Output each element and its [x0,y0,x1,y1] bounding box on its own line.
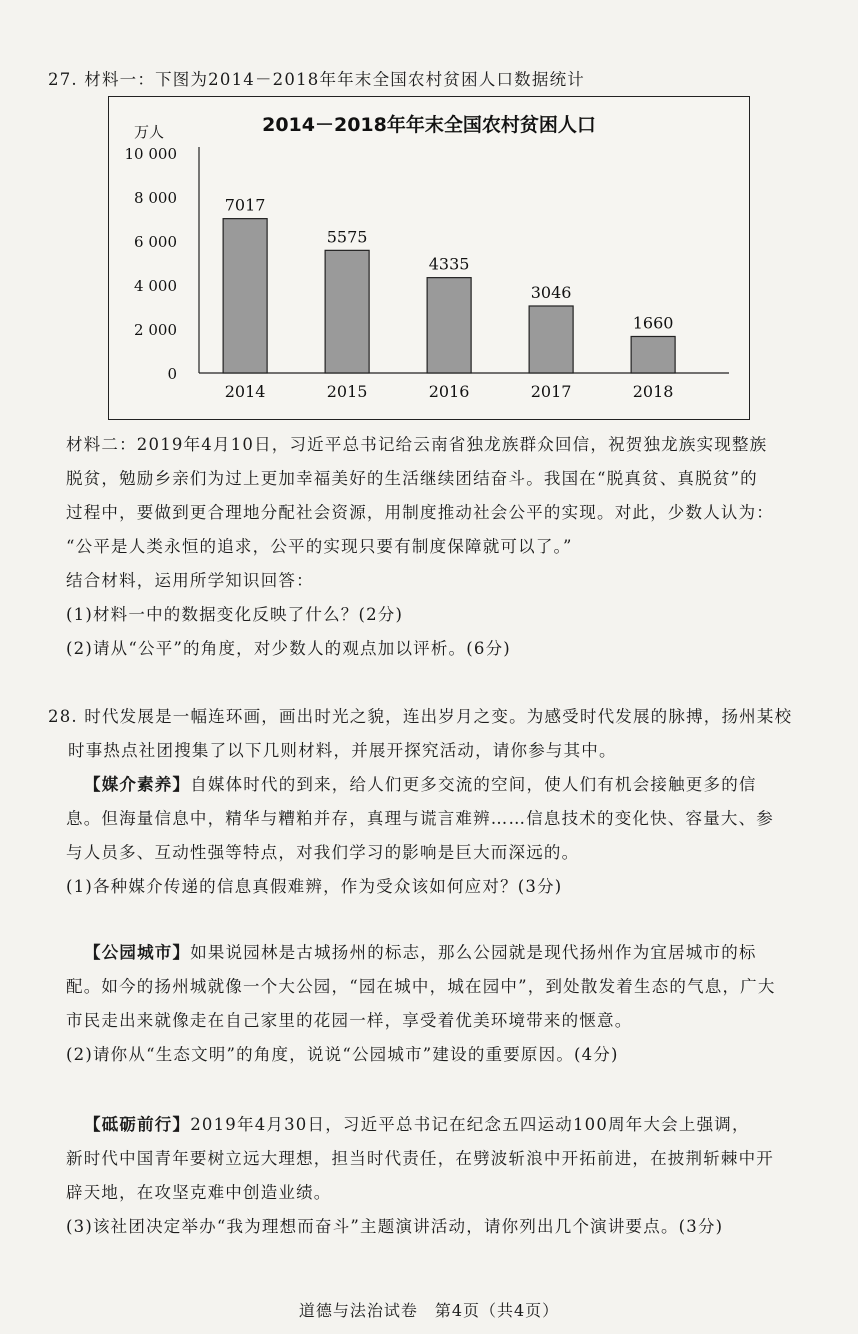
block-line: 自媒体时代的到来，给人们更多交流的空间，使人们有机会接触更多的信 [190,775,757,794]
block-tag: 【砥砺前行】 [84,1115,191,1134]
block-tag: 【媒介素养】 [84,775,191,794]
block-question: (2)请你从“生态文明”的角度，说说“公园城市”建设的重要原因。(4分) [66,1045,619,1064]
block-tag: 【公园城市】 [84,943,191,962]
x-tick-label: 2016 [428,382,470,401]
bar [223,219,267,373]
bar-value-label: 5575 [326,227,368,247]
block-line: 配。如今的扬州城就像一个大公园，“园在城中，城在园中”，到处散发着生态的气息，广大 [66,977,776,996]
bar [325,250,369,373]
q27-sub1: (1)材料一中的数据变化反映了什么？(2分) [66,605,404,624]
bar [529,306,573,373]
y-tick-label: 0 [167,365,177,383]
q27-intro: 27. 材料一：下图为2014－2018年年末全国农村贫困人口数据统计 [48,70,585,89]
x-tick-label: 2015 [326,382,368,401]
q27-material2 [66,428,774,666]
block-line: 市民走出来就像走在自己家里的花园一样，享受着优美环境带来的惬意。 [66,1011,633,1030]
poverty-bar-chart [108,96,750,420]
q28-intro [48,700,792,768]
page-footer: 道德与法治试卷 第4页（共4页） [298,1301,560,1320]
bar [631,336,675,373]
block-line: 2019年4月30日，习近平总书记在纪念五四运动100周年大会上强调， [190,1115,750,1134]
chart-ylabel: 万人 [133,123,165,141]
y-tick-label: 4 000 [134,277,177,295]
q27-prompt: 结合材料，运用所学知识回答： [66,571,314,590]
q27-sub2: (2)请从“公平”的角度，对少数人的观点加以评析。(6分) [66,639,511,658]
q28-block-media [66,768,774,904]
block-question: (3)该社团决定举办“我为理想而奋斗”主题演讲活动，请你列出几个演讲要点。(3分) [66,1217,724,1236]
block-line: 如果说园林是古城扬州的标志，那么公园就是现代扬州作为宜居城市的标 [190,943,757,962]
block-question: (1)各种媒介传递的信息真假难辨，作为受众该如何应对？(3分) [66,877,563,896]
block-line: 息。但海量信息中，精华与糟粕并存，真理与谎言难辨……信息技术的变化快、容量大、参 [66,809,774,828]
q28-intro-line: 28. 时代发展是一幅连环画，画出时光之貌，连出岁月之变。为感受时代发展的脉搏，扬州某校 [48,707,793,726]
chart-title: 2014－2018年年末全国农村贫困人口 [262,114,596,136]
bar [427,278,471,373]
q28-block-park [66,936,776,1072]
x-tick-label: 2018 [632,382,674,401]
chart-svg [109,97,749,419]
material2-line: 脱贫，勉励乡亲们为过上更加幸福美好的生活继续团结奋斗。我国在“脱真贫、真脱贫”的 [66,469,758,488]
material2-line: “公平是人类永恒的追求，公平的实现只要有制度保障就可以了。” [66,537,573,556]
x-tick-label: 2017 [530,382,572,401]
bar-value-label: 1660 [632,313,674,333]
y-tick-label: 10 000 [124,145,177,163]
material2-line: 材料二：2019年4月10日，习近平总书记给云南省独龙族群众回信，祝贺独龙族实现整族 [66,435,768,454]
material2-line: 过程中，要做到更合理地分配社会资源，用制度推动社会公平的实现。对此，少数人认为： [66,503,774,522]
x-tick-label: 2014 [224,382,266,401]
y-tick-label: 6 000 [134,233,177,251]
bar-value-label: 7017 [224,195,266,215]
bar-value-label: 4335 [428,254,470,274]
block-line: 与人员多、互动性强等特点，对我们学习的影响是巨大而深远的。 [66,843,580,862]
block-line: 新时代中国青年要树立远大理想，担当时代责任，在劈波斩浪中开拓前进，在披荆斩棘中开 [66,1149,774,1168]
y-tick-label: 8 000 [134,189,177,207]
q28-intro-line: 时事热点社团搜集了以下几则材料，并展开探究活动，请你参与其中。 [68,741,617,760]
block-line: 辟天地，在攻坚克难中创造业绩。 [66,1183,332,1202]
bar-value-label: 3046 [530,282,572,302]
y-tick-label: 2 000 [134,321,177,339]
q28-block-forward [66,1108,774,1244]
